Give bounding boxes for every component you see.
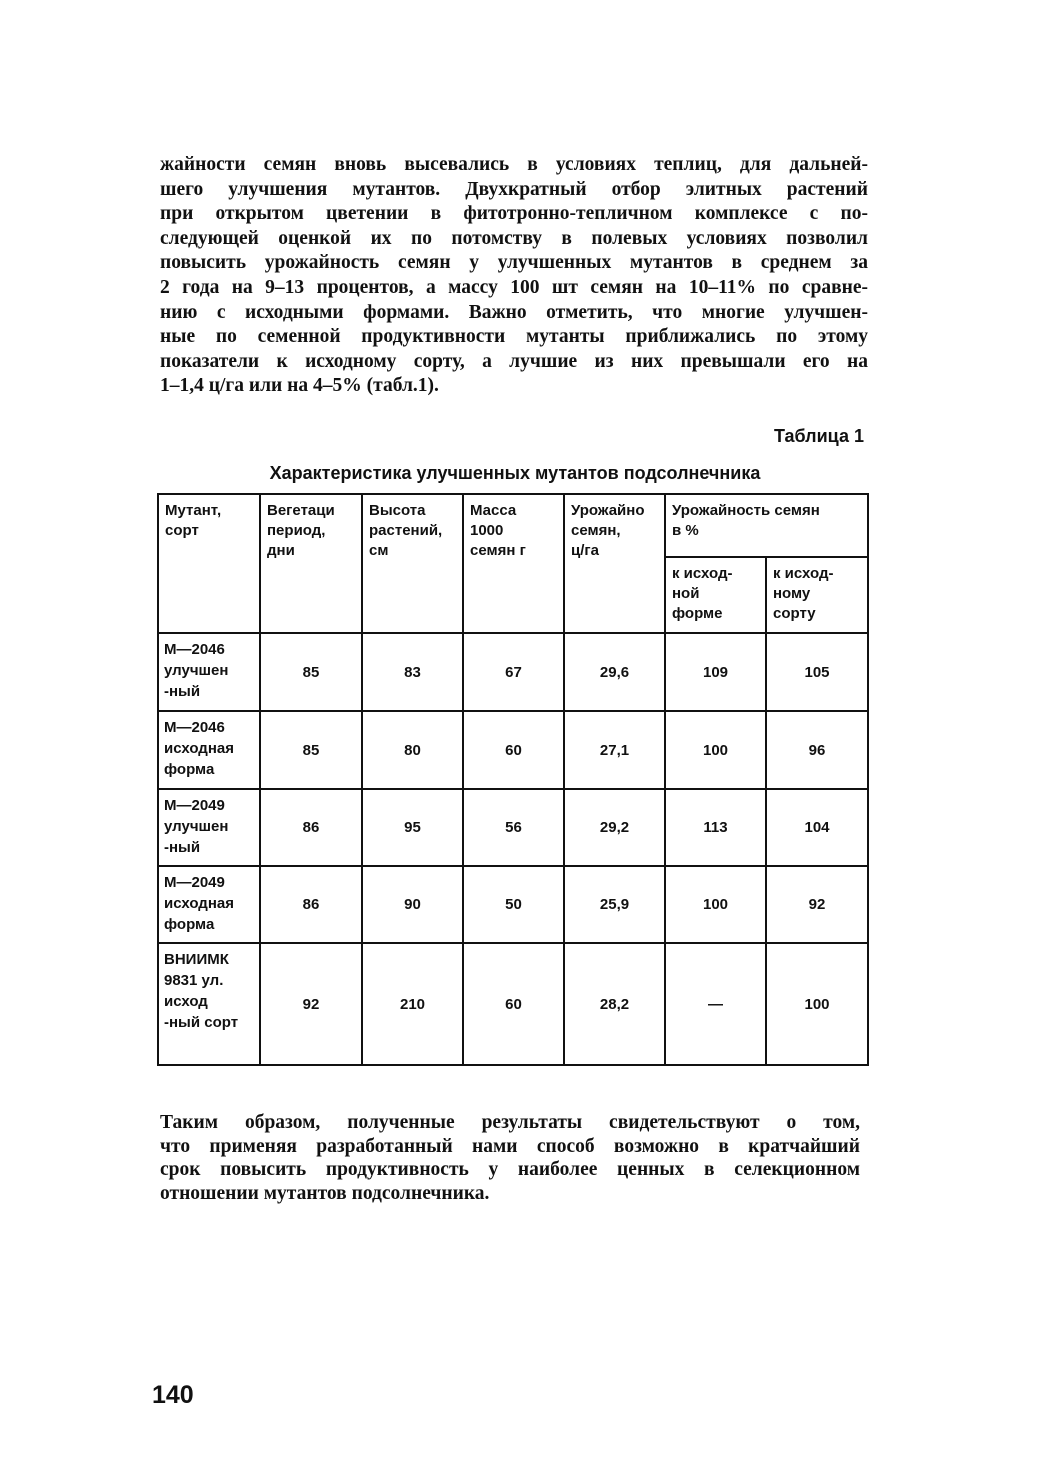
header-mass [463,494,564,633]
header-line: семян, [571,522,621,539]
header-line: Урожайно [571,502,645,519]
cell-to-form: 113 [665,789,766,866]
body-paragraph-2 [160,1111,860,1205]
cell-to-variety: 100 [766,943,868,1065]
table-label: Таблица 1 [773,426,864,446]
cell-height: 80 [362,711,463,789]
header-mutant [158,494,260,633]
cell-to-variety: 104 [766,789,868,866]
cell-to-variety: 105 [766,633,868,711]
paragraph-line: что применяя разработанный нами способ возможно в кратчайший [160,1135,860,1157]
name-line: 9831 ул. [164,972,224,989]
cell-mass: 67 [463,633,564,711]
cell-yield: 29,2 [564,789,665,866]
cell-name [158,943,260,1065]
cell-name [158,866,260,943]
table-row [158,866,868,943]
header-to-variety [766,557,868,633]
body-paragraph-1 [160,153,868,399]
paragraph-line: шего улучшения мутантов. Двухкратный отбор элитных растений [160,178,868,200]
cell-to-form: 100 [665,866,766,943]
header-line: в % [672,522,699,539]
table-row [158,633,868,711]
paragraph-line: срок повысить продуктивность у наиболее ценных в селекционном [160,1159,860,1180]
header-height [362,494,463,633]
header-line: дни [267,542,295,559]
header-line: сорт [165,522,199,539]
paragraph-line: 2 года на 9–13 процентов, а массу 100 шт семян на 10–11% по сравне- [160,276,868,298]
paragraph-line: при открытом цветении в фитотронно-тепличном комплексе с по- [160,203,868,225]
name-line: ВНИИМК [164,951,229,968]
header-vegetation [260,494,362,633]
header-line: растений, [369,522,443,539]
table-row [158,789,868,866]
paragraph-line: 1–1,4 ц/га или на 4–5% (табл.1). [160,375,439,397]
table-title: Характеристика улучшенных мутантов подсолнечника [269,463,761,483]
name-line: улучшен [164,662,229,679]
cell-vegetation: 85 [260,711,362,789]
table-row [158,711,868,789]
cell-mass: 56 [463,789,564,866]
cell-to-variety: 92 [766,866,868,943]
page-number: 140 [152,1381,194,1409]
header-line: Масса [470,502,517,519]
name-line: форма [164,916,215,933]
header-line: ц/га [571,542,599,559]
header-line: ному [773,585,811,602]
cell-yield: 25,9 [564,866,665,943]
cell-name [158,711,260,789]
name-line: М—2046 [164,719,225,736]
cell-yield: 28,2 [564,943,665,1065]
cell-mass: 60 [463,711,564,789]
cell-vegetation: 86 [260,866,362,943]
header-line: период, [267,522,326,539]
data-table [157,493,869,1066]
name-line: М—2046 [164,641,225,658]
cell-vegetation: 92 [260,943,362,1065]
name-line: М—2049 [164,874,225,891]
name-line: исходная [164,895,234,912]
header-line: сорту [773,605,816,622]
header-yield-percent [665,494,868,557]
name-line: -ный сорт [164,1014,239,1031]
cell-to-variety: 96 [766,711,868,789]
cell-name [158,789,260,866]
cell-mass: 60 [463,943,564,1065]
header-line: семян г [470,542,526,559]
name-line: -ный [164,839,201,856]
paragraph-line: ные по семенной продуктивности мутанты приближались по этому [160,326,868,348]
cell-yield: 27,1 [564,711,665,789]
cell-to-form: 100 [665,711,766,789]
cell-vegetation: 85 [260,633,362,711]
name-line: М—2049 [164,797,225,814]
header-line: Высота [369,502,426,519]
paragraph-line: Таким образом, полученные результаты свидетельствуют о том, [160,1112,860,1133]
name-line: форма [164,761,215,778]
header-to-form [665,557,766,633]
paragraph-line: следующей оценкой их по потомству в полевых условиях позволил [160,227,868,249]
header-line: 1000 [470,522,504,539]
name-line: -ный [164,683,201,700]
cell-vegetation: 86 [260,789,362,866]
name-line: улучшен [164,818,229,835]
cell-height: 95 [362,789,463,866]
paragraph-line: жайности семян вновь высевались в условиях теплиц, для дальней- [160,154,868,175]
cell-mass: 50 [463,866,564,943]
cell-to-form: — [665,943,766,1065]
paragraph-line: повысить урожайность семян у улучшенных мутантов в среднем за [160,252,868,274]
header-line: форме [672,605,723,622]
name-line: исход [164,993,208,1010]
paragraph-line: отношении мутантов подсолнечника. [160,1182,490,1204]
header-line: к исход- [773,565,834,582]
paragraph-line: нию с исходными формами. Важно отметить, что многие улучшен- [160,301,868,323]
cell-height: 90 [362,866,463,943]
header-line: к исход- [672,565,733,582]
cell-name [158,633,260,711]
cell-yield: 29,6 [564,633,665,711]
header-line: Мутант, [165,502,222,519]
cell-height: 210 [362,943,463,1065]
header-yield [564,494,665,633]
header-line: ной [672,585,700,602]
header-line: см [369,542,389,559]
header-line: Урожайность семян [672,502,820,519]
name-line: исходная [164,740,234,757]
cell-height: 83 [362,633,463,711]
table-row [158,943,868,1065]
header-line: Вегетаци [267,502,335,519]
paragraph-line: показатели к исходному сорту, а лучшие из них превышали его на [160,350,868,372]
cell-to-form: 109 [665,633,766,711]
